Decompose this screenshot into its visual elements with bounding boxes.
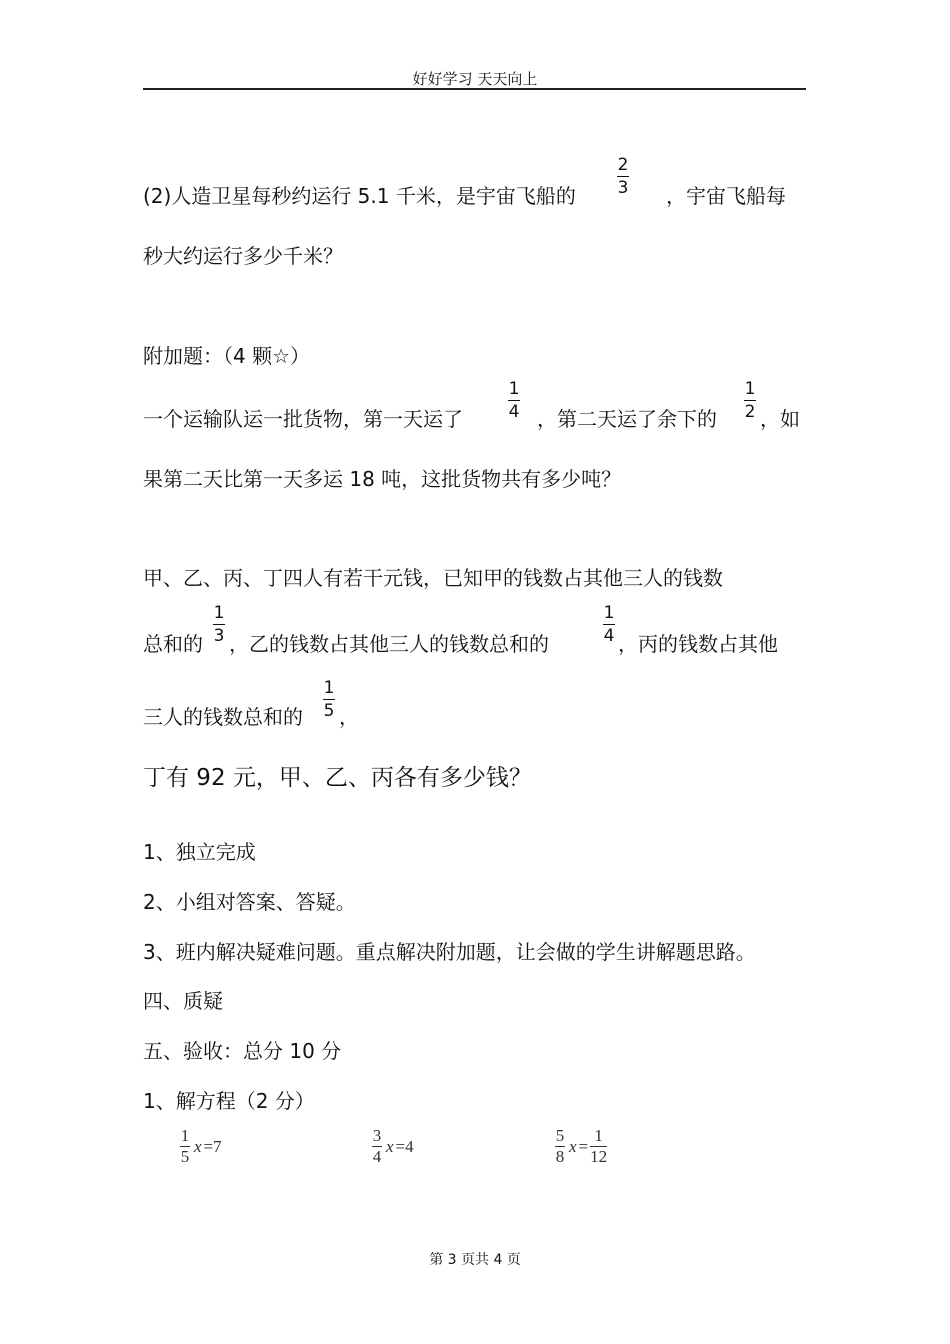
fraction-denominator: 4 xyxy=(508,402,520,422)
section-five: 五、验收：总分 10 分 xyxy=(143,1039,342,1063)
fraction-numerator: 1 xyxy=(508,379,520,399)
bonus-p2-a: 总和的 xyxy=(143,632,203,656)
equation-3 xyxy=(555,1127,609,1166)
bonus-p1-c: ，如 xyxy=(760,407,800,431)
equation-task-title: 1、解方程（2 分） xyxy=(143,1089,315,1113)
step-3: 3、班内解决疑难问题。重点解决附加题，让会做的学生讲解题思路。 xyxy=(143,940,756,964)
page-header: 好好学习 天天向上 xyxy=(412,70,538,88)
fraction-denominator: 4 xyxy=(603,626,615,646)
fraction-denominator: 3 xyxy=(617,178,629,198)
equals-sign: = xyxy=(578,1136,589,1156)
coef-numerator: 1 xyxy=(180,1126,190,1145)
header-divider xyxy=(143,88,806,90)
bonus-p1-a: 一个运输队运一批货物，第一天运了 xyxy=(143,407,463,431)
bonus-p1-line2: 果第二天比第一天多运 18 吨，这批货物共有多少吨？ xyxy=(143,467,622,491)
rhs-value: 4 xyxy=(405,1136,414,1156)
q2-line2: 秒大约运行多少千米？ xyxy=(143,244,343,268)
bonus-title: 附加题：（4 颗☆） xyxy=(143,344,311,368)
rhs-numerator: 1 xyxy=(594,1126,603,1145)
equation-1 xyxy=(180,1127,222,1166)
fraction-numerator: 1 xyxy=(603,603,615,623)
bonus-p2-e: ， xyxy=(339,705,359,729)
equals-sign: = xyxy=(395,1136,406,1156)
fraction-denominator: 2 xyxy=(744,402,756,422)
coef-numerator: 3 xyxy=(372,1126,382,1145)
step-2: 2、小组对答案、答疑。 xyxy=(143,890,356,914)
coef-denominator: 4 xyxy=(372,1147,382,1166)
bonus-p1-b: ，第二天运了余下的 xyxy=(537,407,717,431)
page-footer: 第 3 页共 4 页 xyxy=(429,1252,521,1268)
coef-denominator: 5 xyxy=(180,1147,190,1166)
bonus-p2-fraction-1 xyxy=(213,603,225,646)
fraction-numerator: 1 xyxy=(323,678,335,698)
q2-line1-b: ，宇宙飞船每 xyxy=(666,184,786,208)
equation-2 xyxy=(372,1127,414,1166)
bonus-p2-fraction-3 xyxy=(323,678,335,721)
bonus-p2-b: ，乙的钱数占其他三人的钱数总和的 xyxy=(229,632,549,656)
rhs-denominator: 12 xyxy=(590,1147,608,1166)
equals-sign: = xyxy=(203,1136,214,1156)
bonus-p1-fraction-2 xyxy=(744,379,756,422)
fraction-denominator: 3 xyxy=(213,626,225,646)
bonus-p2-line4: 丁有 92 元，甲、乙、丙各有多少钱？ xyxy=(143,765,532,791)
step-1: 1、独立完成 xyxy=(143,840,256,864)
bonus-p2-d: 三人的钱数总和的 xyxy=(143,705,303,729)
bonus-p1-fraction-1 xyxy=(508,379,520,422)
variable: x xyxy=(569,1136,577,1156)
variable: x xyxy=(386,1136,394,1156)
fraction-numerator: 1 xyxy=(744,379,756,399)
coef-numerator: 5 xyxy=(555,1126,565,1145)
fraction-numerator: 1 xyxy=(213,603,225,623)
bonus-p2-fraction-2 xyxy=(603,603,615,646)
fraction-denominator: 5 xyxy=(323,701,335,721)
q2-fraction xyxy=(617,155,629,198)
rhs-value: 7 xyxy=(213,1136,222,1156)
bonus-p2-line1: 甲、乙、丙、丁四人有若干元钱，已知甲的钱数占其他三人的钱数 xyxy=(143,566,723,590)
variable: x xyxy=(194,1136,202,1156)
fraction-numerator: 2 xyxy=(617,155,629,175)
coef-denominator: 8 xyxy=(555,1147,565,1166)
bonus-p2-c: ，丙的钱数占其他 xyxy=(618,632,778,656)
q2-line1-a: (2)人造卫星每秒约运行 5.1 千米，是宇宙飞船的 xyxy=(143,184,576,208)
section-four: 四、质疑 xyxy=(143,989,223,1013)
